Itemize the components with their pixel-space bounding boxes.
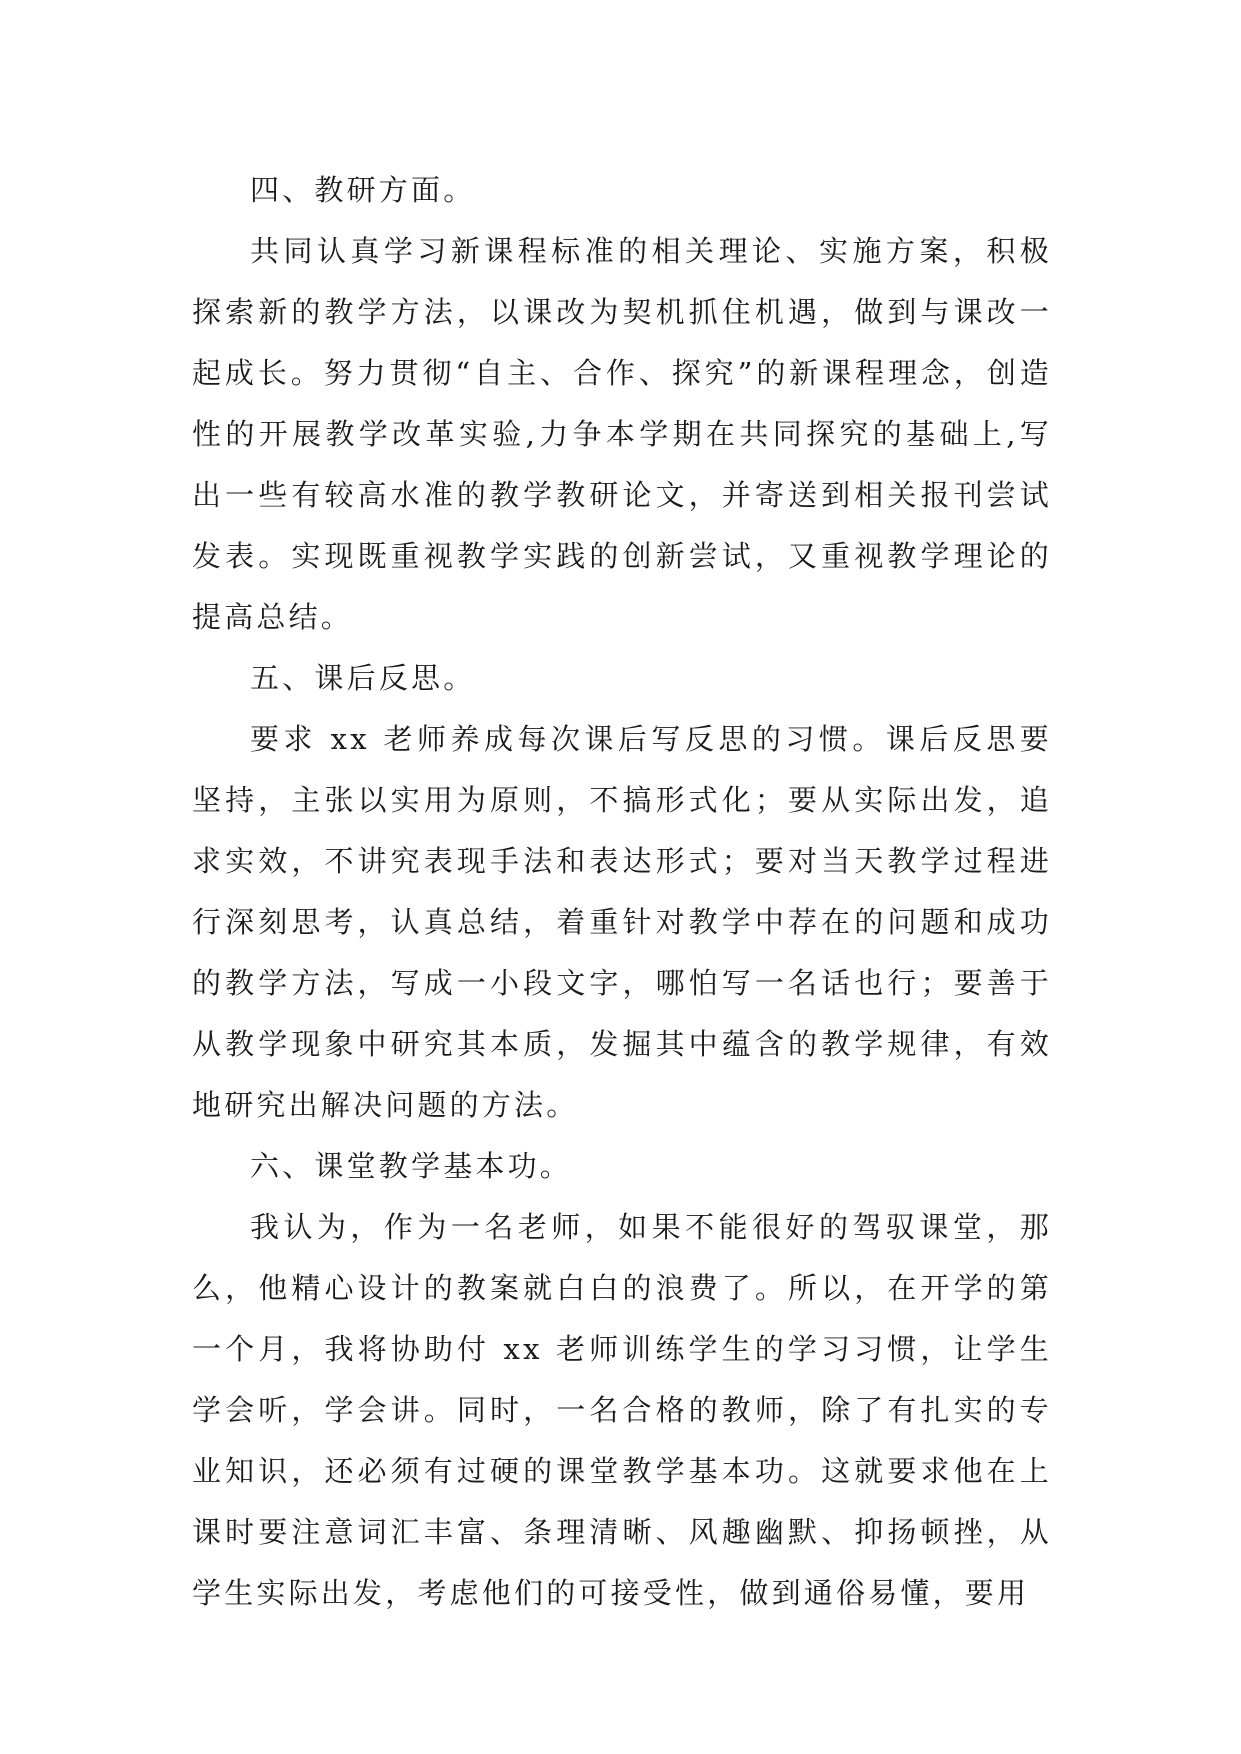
paragraph-teaching-research: 共同认真学习新课程标准的相关理论、实施方案，积极探索新的教学方法，以课改为契机抓住机遇，做到与课改一起成长。努力贯彻“自主、合作、探究”的新课程理念，创造性的开展教学改革实验,力争本学期在共同探究的基础上,写出一些有较高水准的教学教研论文，并寄送到相关报刊尝试发表。实现既重视教学实践的创新尝试，又重视教学理论的提高总结。 xyxy=(192,234,1052,634)
section-heading-classroom-teaching-skills: 六、课堂教学基本功。 xyxy=(250,1149,573,1183)
document-body xyxy=(192,160,1052,1624)
paragraph-after-class-reflection: 要求 xx 老师养成每次课后写反思的习惯。课后反思要坚持，主张以实用为原则，不搞形式化；要从实际出发，追求实效，不讲究表现手法和表达形式；要对当天教学过程进行深刻思考，认真总结，着重针对教学中荐在的问题和成功的教学方法，写成一小段文字，哪怕写一名话也行；要善于从教学现象中研究其本质，发掘其中蕴含的教学规律，有效地研究出解决问题的方法。 xyxy=(192,722,1052,1122)
section-heading-teaching-research: 四、教研方面。 xyxy=(250,173,476,207)
paragraph-classroom-teaching-skills: 我认为，作为一名老师，如果不能很好的驾驭课堂，那么，他精心设计的教案就白白的浪费了。所以，在开学的第一个月，我将协助付 xx 老师训练学生的学习习惯，让学生学会听，学会讲。同时，一名合格的教师，除了有扎实的专业知识，还必须有过硬的课堂教学基本功。这就要求他在上课时要注意词汇丰富、条理清晰、风趣幽默、抑扬顿挫，从学生实际出发，考虑他们的可接受性，做到通俗易懂，要用 xyxy=(192,1210,1052,1610)
section-heading-after-class-reflection: 五、课后反思。 xyxy=(250,661,476,695)
